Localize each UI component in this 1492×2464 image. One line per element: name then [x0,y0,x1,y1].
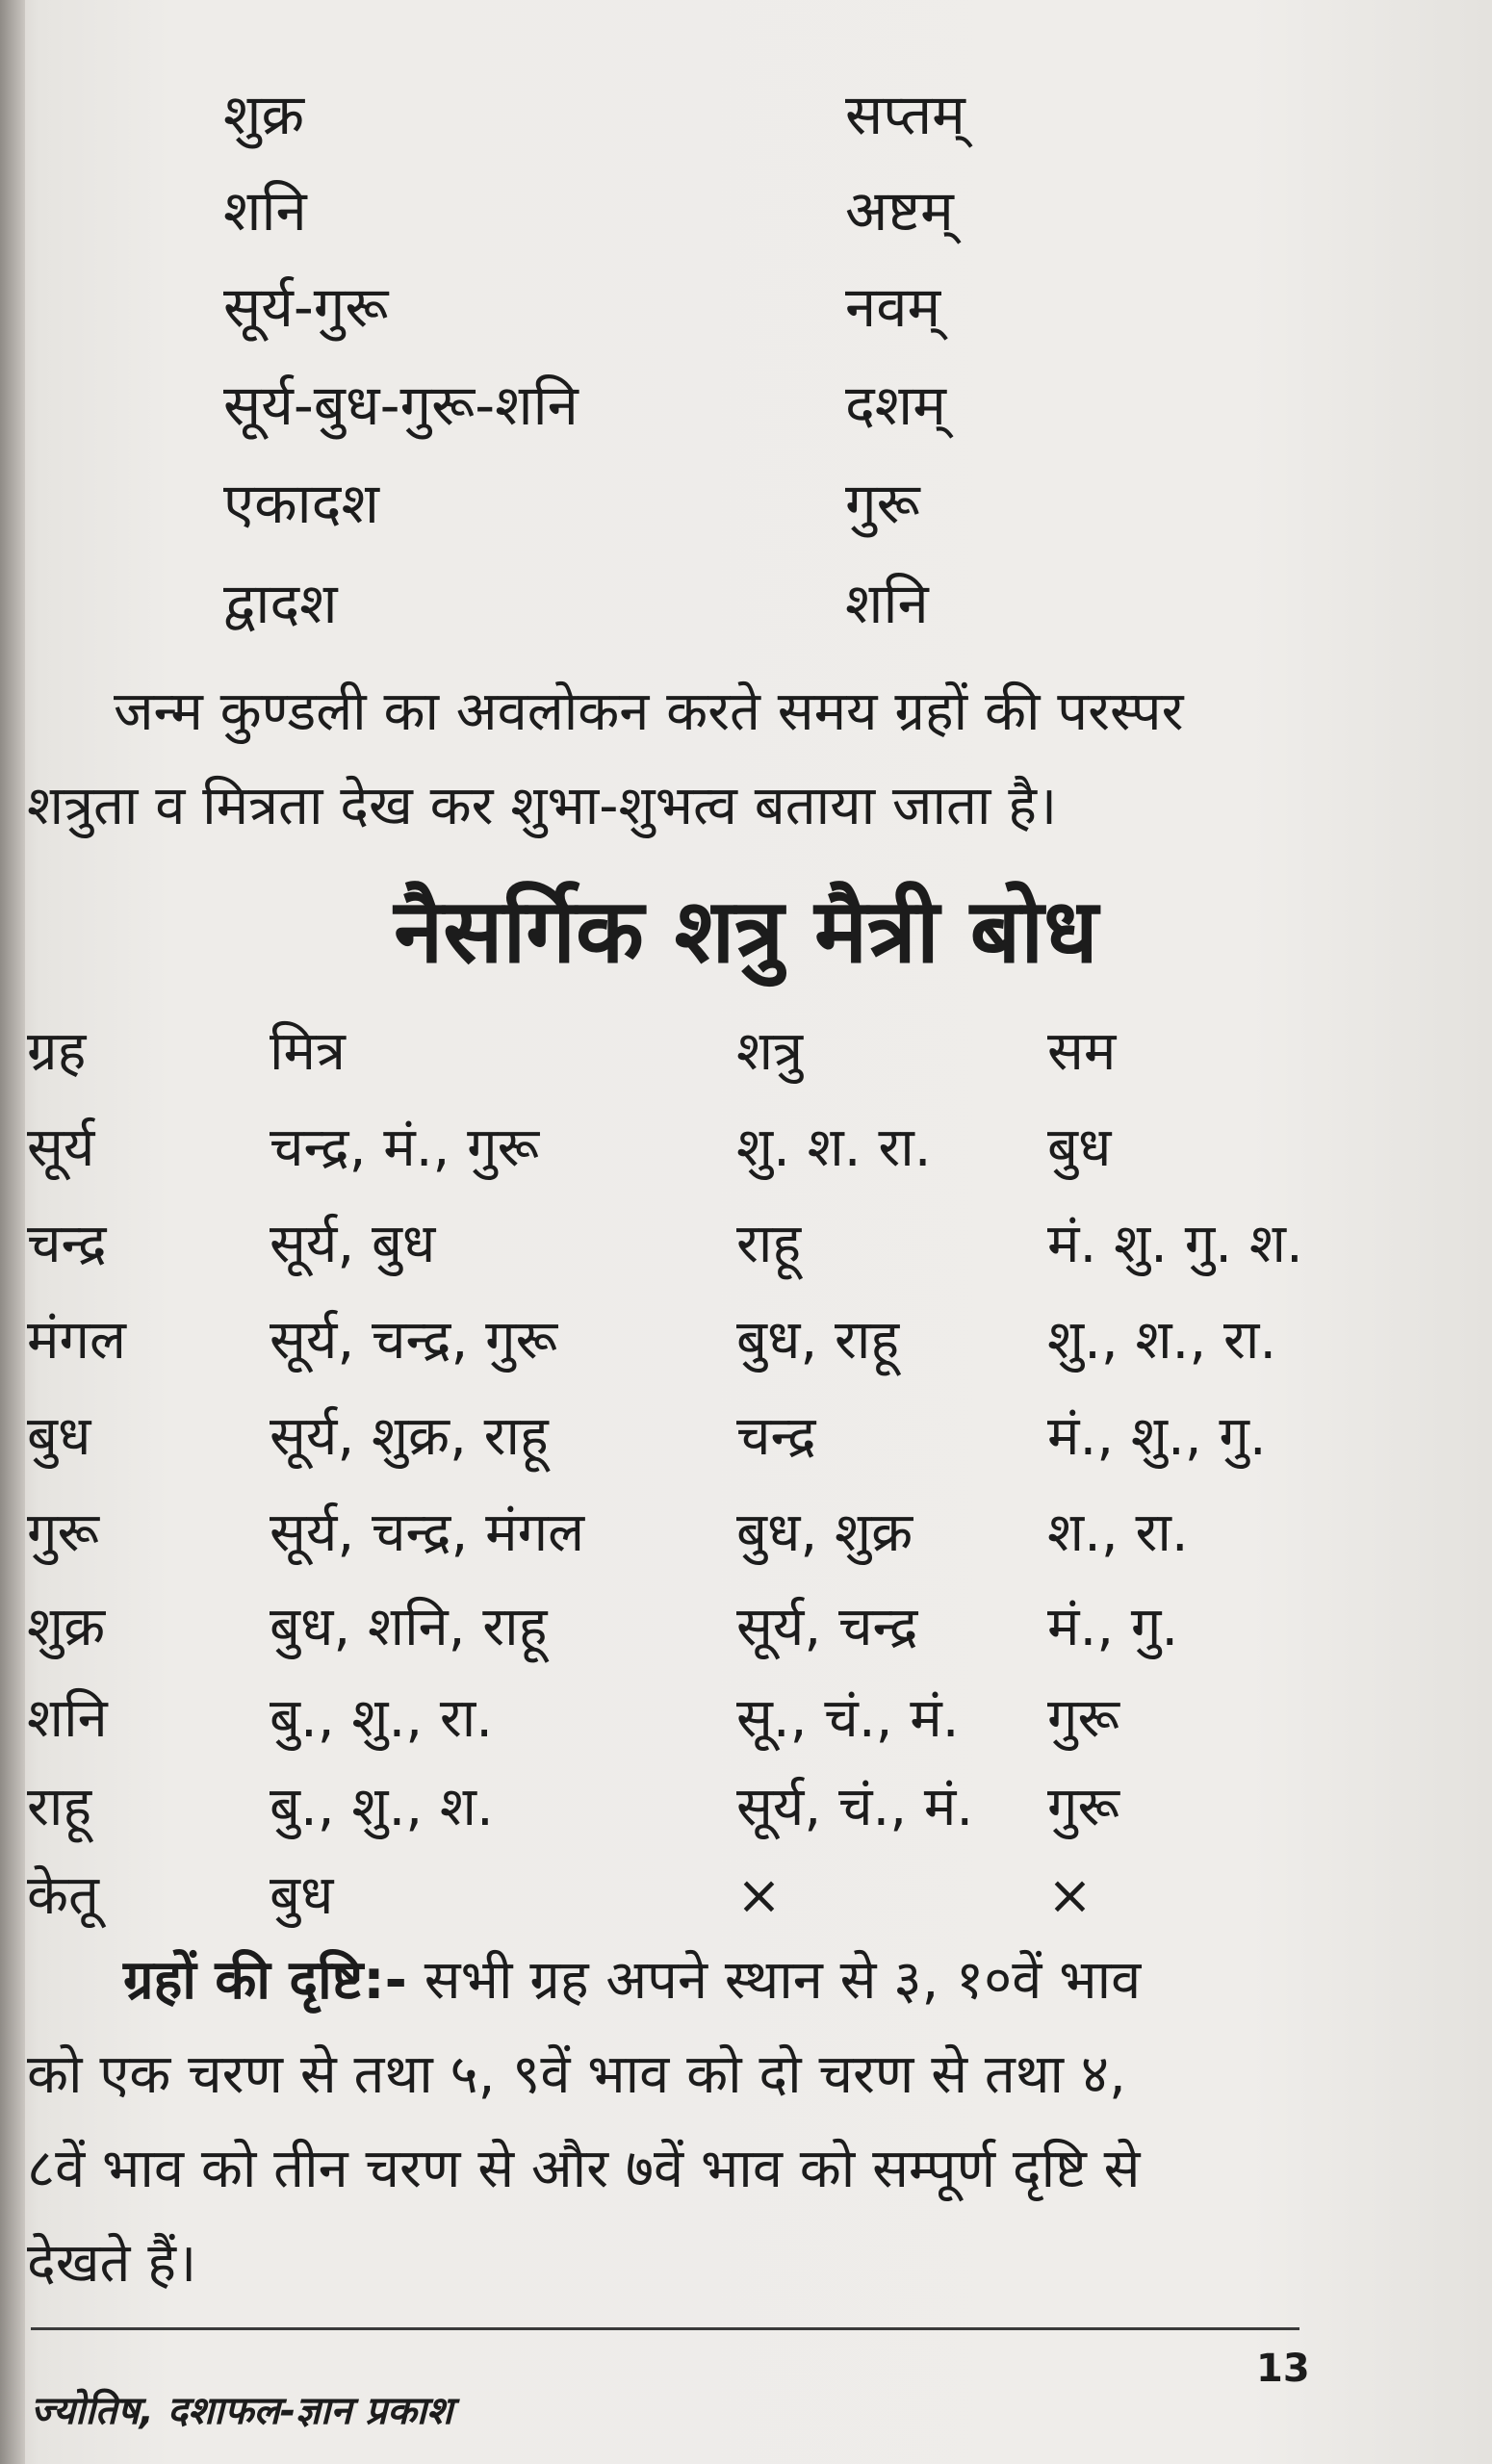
table-cell: बुध, शुक्र [736,1502,913,1564]
table-row [0,1309,1492,1400]
intro-line-1: जन्म कुण्डली का अवलोकन करते समय ग्रहों की परस्पर [114,680,1184,743]
book-title-footer: ज्योतिष, दशाफल-ज्ञान प्रकाश [31,2389,453,2433]
pair-right: सप्तम् [845,82,965,147]
table-cell: राहू [736,1213,802,1275]
table-cell: बु., शु., श. [270,1776,494,1838]
table-cell: सूर्य [27,1116,95,1179]
table-cell: मं. शु. गु. श. [1047,1213,1303,1275]
table-cell: श., रा. [1047,1502,1189,1564]
table-cell: × [1047,1864,1093,1927]
header-cell: मित्र [270,1020,346,1083]
table-row [0,1116,1492,1208]
header-cell: शत्रु [736,1020,803,1083]
table-cell: चन्द्र [736,1405,816,1468]
table-row [0,1213,1492,1304]
table-cell: मं., शु., गु. [1047,1405,1267,1468]
drishti-line-4: देखते हैं। [27,2232,197,2295]
pair-right: अष्टम् [845,178,954,244]
table-cell: सूर्य, चन्द्र, गुरू [270,1309,558,1372]
table-cell: बुध [1047,1116,1112,1179]
drishti-line-1 [123,1949,1142,2012]
table-cell: सू., चं., मं. [736,1687,960,1750]
drishti-line-1-text: सभी ग्रह अपने स्थान से ३, १०वें भाव [406,1949,1142,2012]
pair-left: एकादश [223,471,379,536]
table-cell: गुरू [1047,1687,1120,1750]
table-cell: गुरू [27,1502,100,1564]
drishti-line-2: को एक चरण से तथा ५, ९वें भाव को दो चरण से तथा ४, [27,2043,1126,2106]
table-cell: गुरू [1047,1776,1120,1838]
table-cell: चन्द्र [27,1213,107,1275]
table-cell: शु. श. रा. [736,1116,932,1179]
table-cell: सूर्य, चन्द्र, मंगल [270,1502,585,1564]
table-cell: शु., श., रा. [1047,1309,1277,1372]
table-cell: मं., गु. [1047,1596,1179,1658]
intro-line-2: शत्रुता व मित्रता देख कर शुभा-शुभत्व बताया जाता है। [27,775,1058,837]
table-row [0,1596,1492,1687]
table-cell: बुध [270,1864,334,1927]
table-cell: सूर्य, चन्द्र [736,1596,918,1658]
table-cell: बुध, राहू [736,1309,900,1372]
table-cell: सूर्य, शुक्र, राहू [270,1405,549,1468]
pair-left: सूर्य-गुरू [223,274,389,340]
table-cell: × [736,1864,782,1927]
pair-left: शनि [223,178,307,244]
table-cell: केतू [27,1864,99,1927]
table-cell: मंगल [27,1309,126,1372]
table-cell: शुक्र [27,1596,106,1658]
table-header-row [0,1020,1492,1112]
table-row [0,1405,1492,1497]
table-cell: बु., शु., रा. [270,1687,494,1750]
table-row [0,1864,1492,1956]
pair-left: द्वादश [223,571,338,636]
table-cell: बुध [27,1405,91,1468]
pair-left: सूर्य-बुध-गुरू-शनि [223,372,579,438]
table-cell: सूर्य, बुध [270,1213,436,1275]
section-heading: नैसर्गिक शत्रु मैत्री बोध [394,880,1098,983]
table-cell: राहू [27,1776,92,1838]
pair-right: शनि [845,571,929,636]
table-cell: सूर्य, चं., मं. [736,1776,974,1838]
header-cell: सम [1047,1020,1117,1083]
footer-rule [31,2327,1299,2330]
table-cell: बुध, शनि, राहू [270,1596,548,1658]
pair-right: गुरू [845,471,920,536]
pair-right: दशम् [845,372,946,438]
pair-right: नवम् [845,274,941,340]
table-cell: चन्द्र, मं., गुरू [270,1116,540,1179]
header-cell: ग्रह [27,1020,87,1083]
page-number: 13 [1256,2347,1310,2391]
pair-left: शुक्र [223,82,304,147]
table-cell: शनि [27,1687,108,1750]
table-row [0,1776,1492,1867]
table-row [0,1687,1492,1779]
drishti-label: ग्रहों की दृष्टि:- [123,1949,407,2012]
drishti-line-3: ८वें भाव को तीन चरण से और ७वें भाव को सम्पूर्ण दृष्टि से [27,2138,1141,2200]
table-row [0,1502,1492,1593]
